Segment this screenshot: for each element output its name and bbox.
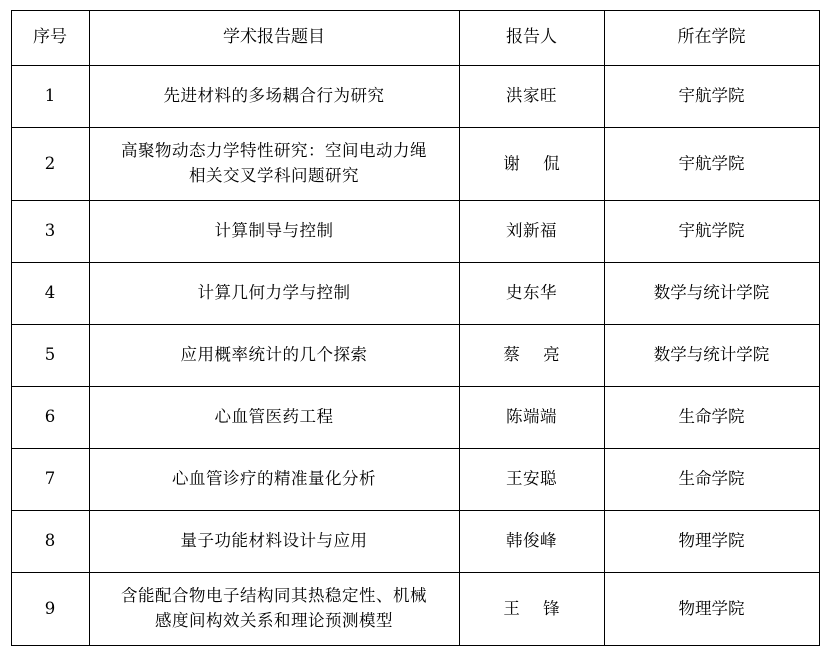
row-college: 宇航学院	[604, 66, 819, 128]
row-title	[89, 573, 459, 646]
row-title: 心血管医药工程	[89, 387, 459, 449]
row-number: 9	[11, 573, 89, 646]
row-number: 6	[11, 387, 89, 449]
row-speaker: 洪家旺	[459, 66, 604, 128]
row-speaker: 韩俊峰	[459, 511, 604, 573]
row-title: 计算几何力学与控制	[89, 263, 459, 325]
row-college: 物理学院	[604, 573, 819, 646]
row-title: 应用概率统计的几个探索	[89, 325, 459, 387]
row-speaker: 谢 侃	[459, 128, 604, 201]
row-number: 1	[11, 66, 89, 128]
row-speaker: 蔡 亮	[459, 325, 604, 387]
row-speaker: 陈端端	[459, 387, 604, 449]
row-title-line1: 含能配合物电子结构同其热稳定性、机械	[121, 586, 427, 606]
row-college: 宇航学院	[604, 201, 819, 263]
row-college: 生命学院	[604, 449, 819, 511]
table-row	[11, 263, 819, 325]
academic-report-table	[11, 10, 820, 646]
row-number: 5	[11, 325, 89, 387]
table-row	[11, 387, 819, 449]
table-row	[11, 511, 819, 573]
row-college: 物理学院	[604, 511, 819, 573]
row-speaker: 史东华	[459, 263, 604, 325]
row-title-line1: 高聚物动态力学特性研究：空间电动力绳	[121, 141, 427, 161]
row-title-line2: 感度间构效关系和理论预测模型	[155, 611, 393, 630]
table-row	[11, 128, 819, 201]
row-number: 3	[11, 201, 89, 263]
row-number: 7	[11, 449, 89, 511]
row-speaker: 王 锋	[459, 573, 604, 646]
row-title: 先进材料的多场耦合行为研究	[89, 66, 459, 128]
row-college: 宇航学院	[604, 128, 819, 201]
table-header-row	[11, 11, 819, 66]
table-row	[11, 449, 819, 511]
row-college: 生命学院	[604, 387, 819, 449]
column-header-title: 学术报告题目	[89, 11, 459, 66]
table-row	[11, 573, 819, 646]
row-speaker: 刘新福	[459, 201, 604, 263]
table-row	[11, 201, 819, 263]
row-title: 心血管诊疗的精准量化分析	[89, 449, 459, 511]
column-header-speaker: 报告人	[459, 11, 604, 66]
row-title: 计算制导与控制	[89, 201, 459, 263]
row-title: 量子功能材料设计与应用	[89, 511, 459, 573]
column-header-college: 所在学院	[604, 11, 819, 66]
row-title-line2: 相关交叉学科问题研究	[189, 166, 359, 185]
table-row	[11, 66, 819, 128]
row-college: 数学与统计学院	[604, 325, 819, 387]
row-college: 数学与统计学院	[604, 263, 819, 325]
column-header-no: 序号	[11, 11, 89, 66]
row-number: 4	[11, 263, 89, 325]
row-speaker: 王安聪	[459, 449, 604, 511]
row-title	[89, 128, 459, 201]
table-row	[11, 325, 819, 387]
row-number: 8	[11, 511, 89, 573]
row-number: 2	[11, 128, 89, 201]
